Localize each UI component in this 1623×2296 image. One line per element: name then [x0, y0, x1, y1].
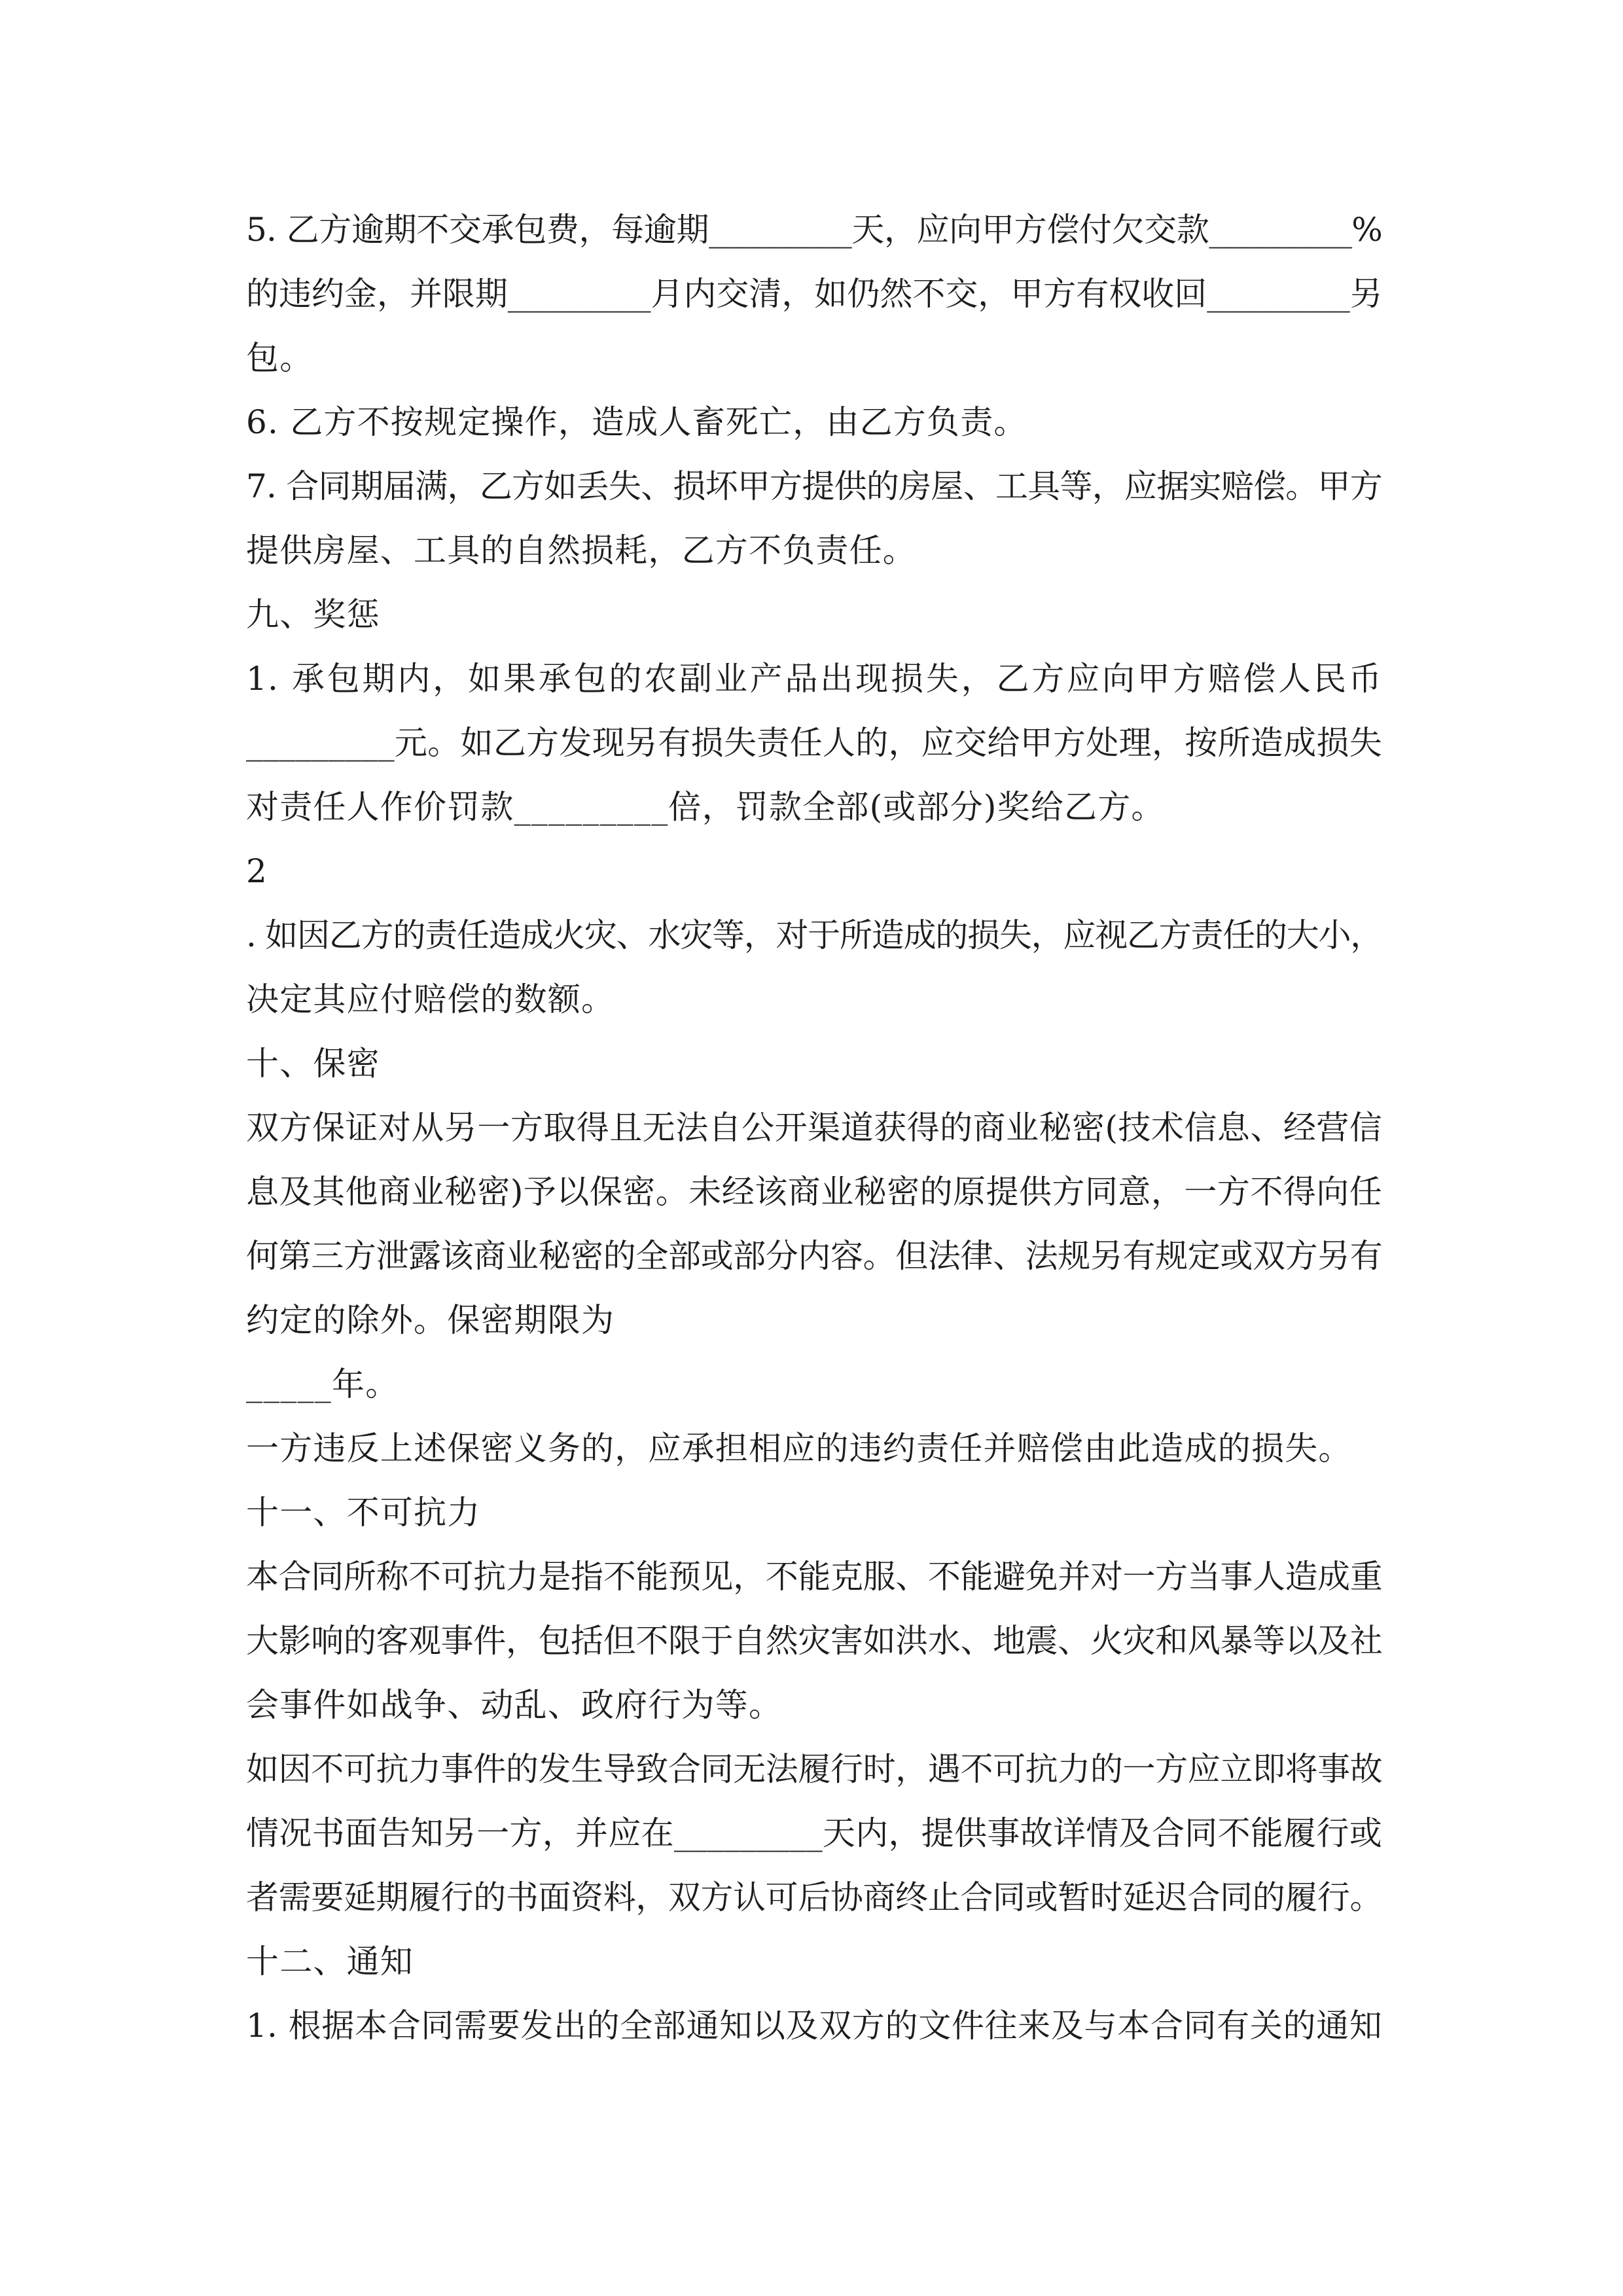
force-majeure-line-1: 本合同所称不可抗力是指不能预见，不能克服、不能避免并对一方当事人造成重: [246, 1558, 1382, 1596]
document-body: [246, 198, 1382, 2058]
force-majeure-line-4: 如因不可抗力事件的发生导致合同无法履行时，遇不可抗力的一方应立即将事故: [246, 1750, 1382, 1788]
force-majeure-line-6: 者需要延期履行的书面资料，双方认可后协商终止合同或暂时延迟合同的履行。: [246, 1878, 1382, 1916]
clause-6: 6. 乙方不按规定操作，造成人畜死亡，由乙方负责。: [246, 403, 1027, 441]
clause-7-line-1: 7. 合同期届满，乙方如丢失、损坏甲方提供的房屋、工具等，应据实赔偿。甲方: [246, 467, 1382, 505]
section-heading-force-majeure: 十一、不可抗力: [246, 1494, 481, 1532]
reward-clause-1-line-1: 1. 承包期内，如果承包的农副业产品出现损失，乙方应向甲方赔偿人民币: [246, 660, 1382, 698]
confidentiality-line-3: 何第三方泄露该商业秘密的全部或部分内容。但法律、法规另有规定或双方另有: [246, 1237, 1382, 1275]
force-majeure-line-2: 大影响的客观事件，包括但不限于自然灾害如洪水、地震、火灾和风暴等以及社: [246, 1622, 1382, 1660]
section-heading-confidentiality: 十、保密: [246, 1045, 380, 1083]
force-majeure-line-3: 会事件如战争、动乱、政府行为等。: [246, 1686, 783, 1724]
clause-5-line-1: 5. 乙方逾期不交承包费，每逾期_________天，应向甲方偿付欠交款_________%: [246, 211, 1382, 249]
reward-clause-2-line-2: 决定其应付赔偿的数额。: [246, 980, 615, 1018]
confidentiality-breach: 一方违反上述保密义务的，应承担相应的违约责任并赔偿由此造成的损失。: [246, 1429, 1352, 1467]
clause-5-line-2: 的违约金，并限期_________月内交清，如仍然不交，甲方有权收回_________另: [246, 275, 1382, 313]
notice-clause-1-line-1: 1. 根据本合同需要发出的全部通知以及双方的文件往来及与本合同有关的通知: [246, 2007, 1382, 2045]
force-majeure-line-5: 情况书面告知另一方，并应在_________天内，提供事故详情及合同不能履行或: [246, 1814, 1382, 1852]
clause-5-line-3: 包。: [246, 339, 313, 377]
confidentiality-term-blank: _____年。: [246, 1365, 399, 1403]
clause-7-line-2: 提供房屋、工具的自然损耗，乙方不负责任。: [246, 531, 916, 569]
section-heading-notice: 十二、通知: [246, 1943, 414, 1981]
section-heading-rewards-penalties: 九、奖惩: [246, 596, 380, 634]
reward-clause-1-line-2: _________元。如乙方发现另有损失责任人的，应交给甲方处理，按所造成损失: [246, 724, 1382, 762]
confidentiality-line-1: 双方保证对从另一方取得且无法自公开渠道获得的商业秘密(技术信息、经营信: [246, 1109, 1382, 1147]
confidentiality-line-2: 息及其他商业秘密)予以保密。未经该商业秘密的原提供方同意，一方不得向任: [246, 1173, 1382, 1211]
reward-clause-1-line-3: 对责任人作价罚款_________倍，罚款全部(或部分)奖给乙方。: [246, 788, 1165, 826]
reward-clause-2-number: 2: [246, 852, 268, 890]
confidentiality-line-4: 约定的除外。保密期限为: [246, 1301, 615, 1339]
reward-clause-2-line-1: . 如因乙方的责任造成火灾、水灾等，对于所造成的损失，应视乙方责任的大小，: [246, 916, 1382, 954]
